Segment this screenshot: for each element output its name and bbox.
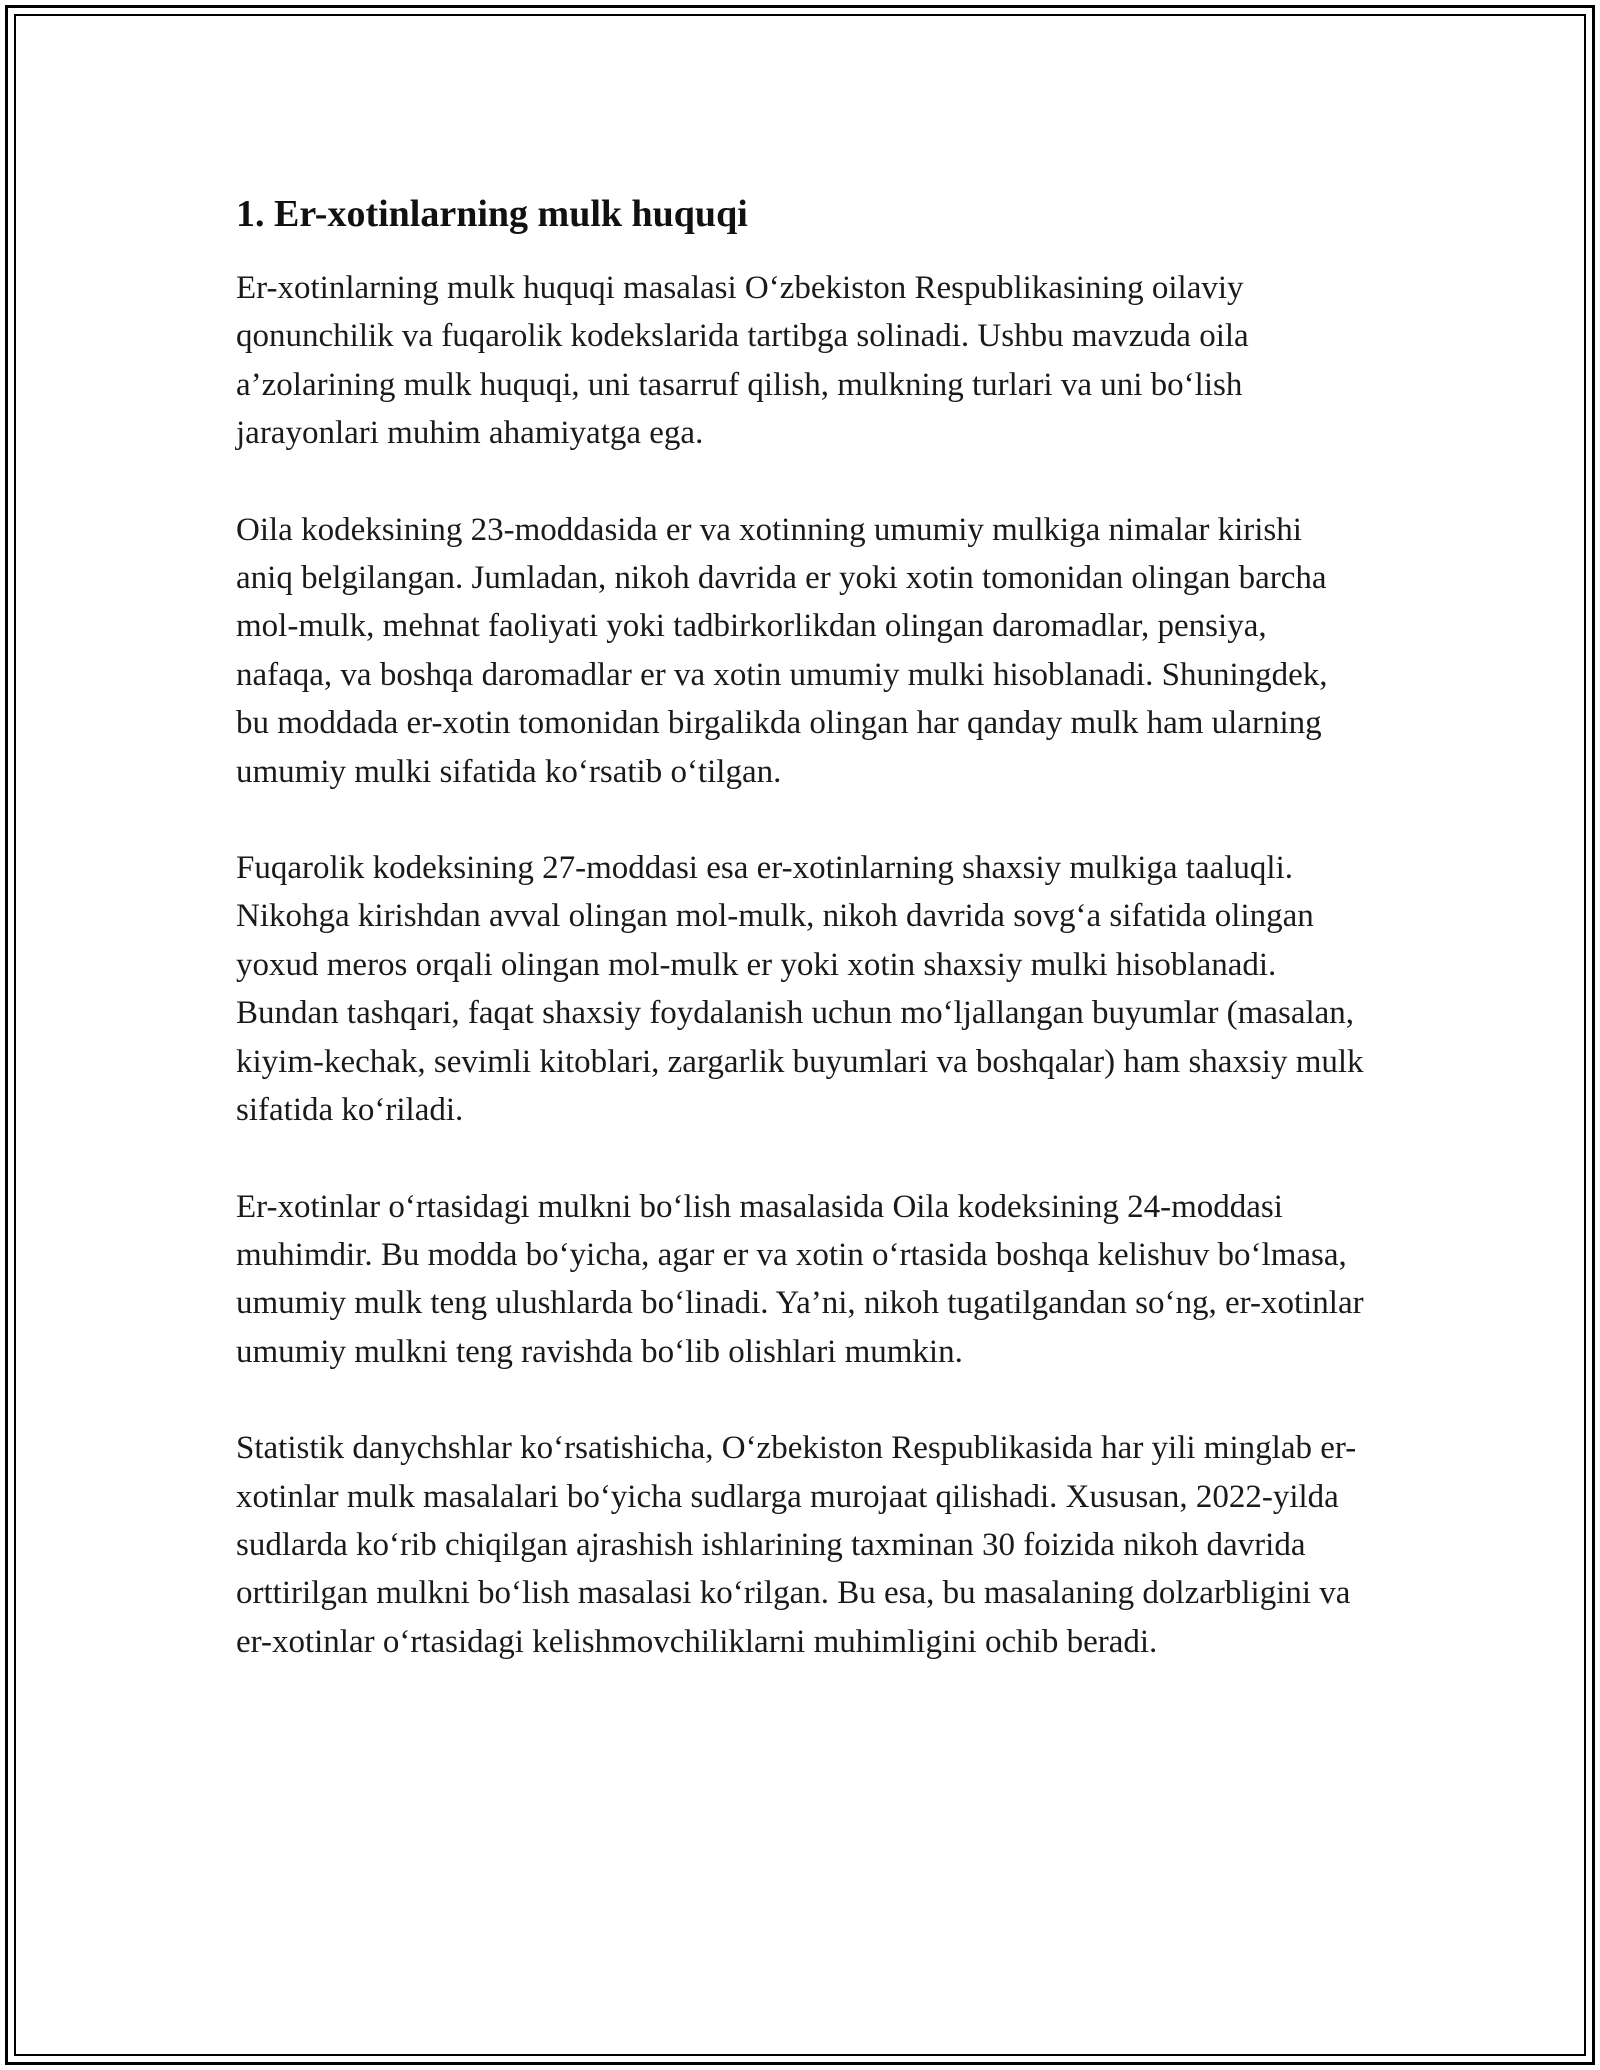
paragraph-3: Fuqarolik kodeksining 27-moddasi esa er-xotinlarning shaxsiy mulkiga taaluqli. Nikohga kirishdan avval olingan mol-mulk, nikoh davrida sovg‘a sifatida olingan yoxud meros orqali olingan mol-mulk er yoki xotin shaxsiy mulki hisoblanadi. Bundan tashqari, faqat shaxsiy foydalanish uchun mo‘ljallangan buyumlar (masalan, kiyim-kechak, sevimli kitoblari, zargarlik buyumlari va boshqalar) ham shaxsiy mulk sifatida ko‘riladi. <box>236 850 1364 1129</box>
document-body <box>236 190 1366 1714</box>
paragraph-5: Statistik danychshlar ko‘rsatishicha, O‘zbekiston Respublikasida har yili minglab er-xotinlar mulk masalalari bo‘yicha sudlarga murojaat qilishadi. Xususan, 2022-yilda sudlarda ko‘rib chiqilgan ajrashish ishlarining taxminan 30 foizida nikoh davrida orttirilgan mulkni bo‘lish masalasi ko‘rilgan. Bu esa, bu masalaning dolzarbligini va er-xotinlar o‘rtasidagi kelishmovchiliklarni muhimligini ochib beradi. <box>236 1430 1357 1660</box>
paragraph-2: Oila kodeksining 23-moddasida er va xotinning umumiy mulkiga nimalar kirishi aniq belgilangan. Jumladan, nikoh davrida er yoki xotin tomonidan olingan barcha mol-mulk, mehnat faoliyati yoki tadbirkorlikdan olingan daromadlar, pensiya, nafaqa, va boshqa daromadlar er va xotin umumiy mulki hisoblanadi. Shuningdek, bu moddada er-xotin tomonidan birgalikda olingan har qanday mulk ham ularning umumiy mulki sifatida ko‘rsatib o‘tilgan. <box>236 511 1328 790</box>
paragraph-1: Er-xotinlarning mulk huquqi masalasi O‘zbekiston Respublikasining oilaviy qonunchilik va fuqarolik kodekslarida tartibga solinadi. Ushbu mavzuda oila a’zolarining mulk huquqi, uni tasarruf qilish, mulkning turlari va uni bo‘lish jarayonlari muhim ahamiyatga ega. <box>236 270 1249 452</box>
paragraph-4: Er-xotinlar o‘rtasidagi mulkni bo‘lish masalasida Oila kodeksining 24-moddasi muhimdir. Bu modda bo‘yicha, agar er va xotin o‘rtasida boshqa kelishuv bo‘lmasa, umumiy mulk teng ulushlarda bo‘linadi. Ya’ni, nikoh tugatilgandan so‘ng, er-xotinlar umumiy mulkni teng ravishda bo‘lib olishlari mumkin. <box>236 1188 1364 1370</box>
section-heading: 1. Er-xotinlarning mulk huquqi <box>236 193 748 235</box>
